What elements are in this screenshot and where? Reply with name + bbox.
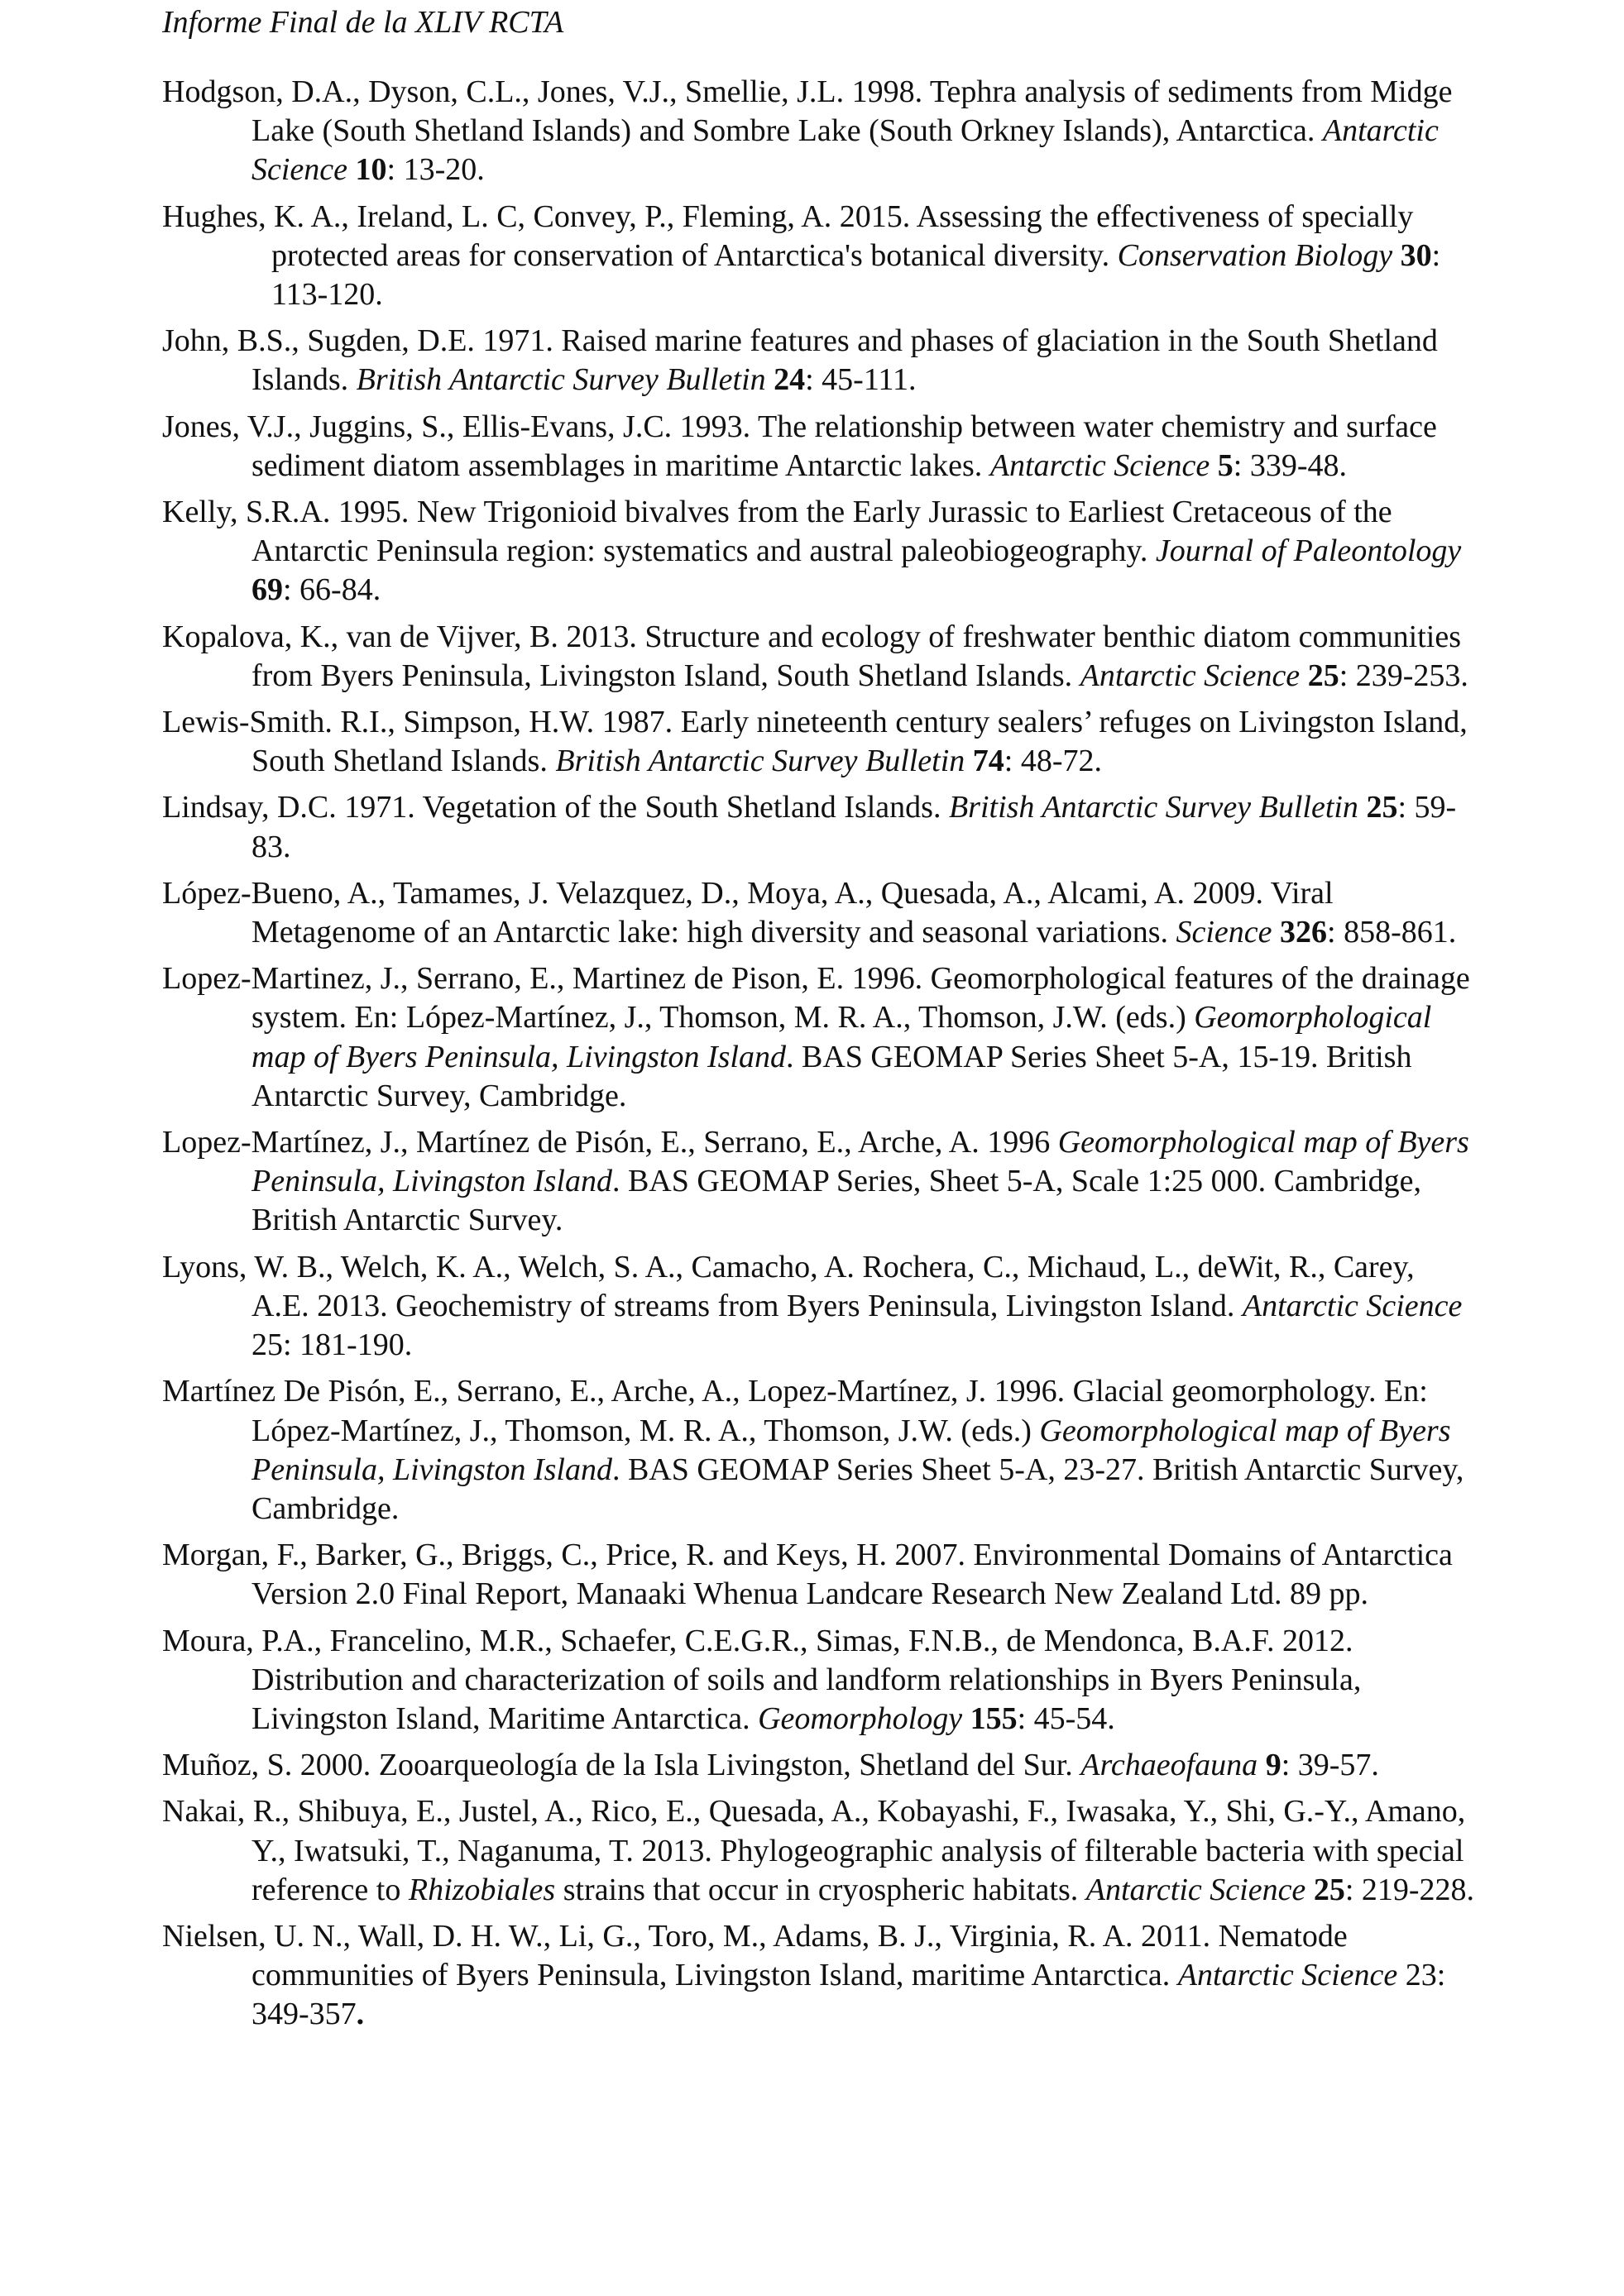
- reference-entry: [162, 493, 1478, 610]
- reference-italic-text: Geomorphological map of Byers Peninsula, Livingston Island: [252, 1000, 1432, 1074]
- reference-text: : 48-72.: [1004, 744, 1103, 779]
- reference-text: [1300, 658, 1308, 693]
- reference-italic-text: Conservation Biology: [1117, 237, 1393, 273]
- reference-text: Muñoz, S. 2000. Zooarqueología de la Isla Livingston, Shetland del Sur.: [162, 1748, 1081, 1783]
- reference-bold-text: 25: [1307, 658, 1339, 693]
- reference-text: : 219-228.: [1344, 1872, 1475, 1907]
- reference-bold-text: 24: [774, 362, 806, 398]
- reference-entry: [162, 1622, 1478, 1739]
- reference-list: [162, 73, 1478, 2042]
- reference-italic-text: Rhizobiales: [408, 1872, 556, 1907]
- reference-text: [962, 1701, 970, 1736]
- reference-bold-text: 326: [1280, 915, 1328, 950]
- reference-text: : 858-861.: [1327, 915, 1457, 950]
- reference-text: Lyons, W. B., Welch, K. A., Welch, S. A., Camacho, A. Rochera, C., Michaud, L., deWit, R., Carey, A.E. 2013. Geochemistry of streams from Byers Peninsula, Livingston Island.: [162, 1249, 1415, 1323]
- reference-text: . BAS GEOMAP Series Sheet 5-A, 23-27. British Antarctic Survey, Cambridge.: [252, 1452, 1464, 1526]
- reference-text: : 39-57.: [1281, 1748, 1379, 1783]
- reference-bold-text: 25: [1366, 790, 1398, 825]
- running-header: Informe Final de la XLIV RCTA: [162, 5, 564, 40]
- reference-text: : 45-54.: [1017, 1700, 1115, 1736]
- reference-entry: [162, 788, 1478, 866]
- reference-italic-text: British Antarctic Survey Bulletin: [948, 790, 1358, 825]
- reference-entry: [162, 1536, 1478, 1614]
- reference-entry: [162, 1372, 1478, 1528]
- reference-text: Lopez-Martínez, J., Martínez de Pisón, E., Serrano, E., Arche, A. 1996: [162, 1125, 1058, 1160]
- reference-text: : 339-48.: [1233, 447, 1348, 483]
- reference-text: : 59-83.: [252, 790, 1457, 864]
- reference-text: Lewis-Smith. R.I., Simpson, H.W. 1987. Early nineteenth century sealers’ refuges on Livingston Island, South Shetland Islands.: [162, 705, 1468, 779]
- reference-text: : 45-111.: [805, 362, 917, 398]
- reference-italic-text: Geomorphological map of Byers Peninsula, Livingston Island: [252, 1125, 1469, 1199]
- reference-bold-text: 10: [355, 152, 387, 188]
- reference-entry: [162, 322, 1478, 399]
- reference-text: Lindsay, D.C. 1971. Vegetation of the South Shetland Islands.: [162, 790, 949, 825]
- reference-text: . BAS GEOMAP Series Sheet 5-A, 15-19. British Antarctic Survey, Cambridge.: [252, 1039, 1412, 1113]
- reference-bold-text: 5: [1217, 447, 1234, 483]
- reference-text: [1358, 790, 1367, 825]
- reference-entry: [162, 959, 1478, 1116]
- reference-text: [1305, 1873, 1314, 1907]
- reference-italic-text: Antarctic Science: [1177, 1958, 1398, 1993]
- reference-text: Nielsen, U. N., Wall, D. H. W., Li, G., Toro, M., Adams, B. J., Virginia, R. A. 2011. Nematode communities of Byers Peninsula, Livingston Island, maritime Antarctica.: [162, 1918, 1348, 1993]
- reference-text: Kopalova, K., van de Vijver, B. 2013. Structure and ecology of freshwater benthic diatom communities from Byers Peninsula, Livingston Island, South Shetland Islands.: [162, 619, 1461, 693]
- reference-entry: [162, 1123, 1478, 1241]
- reference-text: [347, 152, 356, 187]
- reference-text: Morgan, F., Barker, G., Briggs, C., Price, R. and Keys, H. 2007. Environmental Domains of Antarctica Version 2.0 Final Report, Manaaki Whenua Landcare Research New Zealand Ltd. 89 pp.: [162, 1538, 1453, 1612]
- reference-bold-text: 25: [1313, 1872, 1345, 1907]
- reference-entry: [162, 1248, 1478, 1366]
- reference-text: Hodgson, D.A., Dyson, C.L., Jones, V.J., Smellie, J.L. 1998. Tephra analysis of sediments from Midge Lake (South Shetland Islands) and Sombre Lake (South Orkney Islands), Antarctica.: [162, 74, 1453, 149]
- reference-italic-text: Geomorphological map of Byers Peninsula, Livingston Island: [252, 1413, 1451, 1487]
- reference-bold-text: .: [356, 1997, 365, 2032]
- reference-italic-text: British Antarctic Survey Bulletin: [555, 744, 965, 779]
- reference-italic-text: Antarctic Science: [252, 113, 1439, 188]
- reference-text: [1258, 1748, 1266, 1782]
- reference-italic-text: Antarctic Science: [1242, 1288, 1463, 1323]
- reference-text: Kelly, S.R.A. 1995. New Trigonioid bivalves from the Early Jurassic to Earliest Cretaceous of the Antarctic Peninsula region: systematics and austral paleobiogeography.: [162, 495, 1392, 569]
- reference-text: 23: 349-357: [252, 1958, 1446, 2032]
- reference-entry: [162, 618, 1478, 696]
- reference-text: : 66-84.: [283, 572, 381, 608]
- reference-text: : 113-120.: [271, 237, 1441, 313]
- reference-bold-text: 30: [1400, 237, 1432, 273]
- reference-italic-text: Antarctic Science: [1080, 658, 1301, 693]
- reference-entry: [162, 1792, 1478, 1910]
- reference-text: [1210, 448, 1218, 483]
- reference-text: López-Bueno, A., Tamames, J. Velazquez, D., Moya, A., Quesada, A., Alcami, A. 2009. Viral Metagenome of an Antarctic lake: high diversity and seasonal variations.: [162, 875, 1334, 950]
- reference-text: Hughes, K. A., Ireland, L. C, Convey, P., Fleming, A. 2015. Assessing the effectiveness of specially protected areas for conservation of Antarctica's botanical diversity.: [162, 199, 1414, 273]
- reference-italic-text: Antarctic Science: [1085, 1872, 1306, 1907]
- reference-text: Lopez-Martinez, J., Serrano, E., Martinez de Pison, E. 1996. Geomorphological features of the drainage system. En: López-Martínez, J., Thomson, M. R. A., Thomson, J.W. (eds.): [162, 961, 1470, 1036]
- reference-text: Jones, V.J., Juggins, S., Ellis-Evans, J.C. 1993. The relationship between water chemistry and surface sediment diatom assemblages in maritime Antarctic lakes.: [162, 409, 1437, 483]
- reference-bold-text: 9: [1265, 1748, 1281, 1783]
- reference-text: . BAS GEOMAP Series, Sheet 5-A, Scale 1:25 000. Cambridge, British Antarctic Survey.: [252, 1164, 1422, 1238]
- reference-text: Moura, P.A., Francelino, M.R., Schaefer, C.E.G.R., Simas, F.N.B., de Mendonca, B.A.F. 2012. Distribution and characterization of soils and landform relationships in Byers Peninsula, Livingston Island, Maritime Antarctica.: [162, 1623, 1362, 1736]
- reference-entry: [162, 1917, 1478, 2035]
- reference-text: 25: 181-190.: [252, 1327, 413, 1363]
- reference-entry: [162, 408, 1478, 486]
- reference-bold-text: 155: [970, 1700, 1018, 1736]
- reference-text: Martínez De Pisón, E., Serrano, E., Arche, A., Lopez-Martínez, J. 1996. Glacial geomorphology. En: López-Martínez, J., Thomson, M. R. A., Thomson, J.W. (eds.): [162, 1374, 1428, 1448]
- reference-text: [1392, 238, 1401, 273]
- reference-entry: [162, 1746, 1478, 1785]
- reference-entry: [162, 73, 1478, 190]
- reference-italic-text: Journal of Paleontology: [1155, 533, 1462, 569]
- reference-text: : 13-20.: [386, 152, 485, 188]
- reference-italic-text: Science: [1176, 915, 1272, 950]
- reference-text: [1272, 915, 1281, 949]
- reference-entry: [162, 198, 1478, 315]
- reference-entry: [162, 874, 1478, 952]
- reference-italic-text: British Antarctic Survey Bulletin: [356, 362, 766, 398]
- reference-text: strains that occur in cryospheric habitats.: [555, 1872, 1086, 1907]
- reference-italic-text: Archaeofauna: [1080, 1748, 1258, 1783]
- reference-text: [965, 744, 973, 778]
- reference-entry: [162, 703, 1478, 781]
- reference-text: [766, 362, 774, 397]
- reference-bold-text: 74: [972, 744, 1004, 779]
- reference-text: Nakai, R., Shibuya, E., Justel, A., Rico, E., Quesada, A., Kobayashi, F., Iwasaka, Y., Shi, G.-Y., Amano, Y., Iwatsuki, T., Naganuma, T. 2013. Phylogeographic analysis of filterable bacteria with special reference to: [162, 1794, 1466, 1907]
- reference-text: John, B.S., Sugden, D.E. 1971. Raised marine features and phases of glaciation in the South Shetland Islands.: [162, 323, 1438, 398]
- reference-italic-text: Antarctic Science: [989, 447, 1210, 483]
- reference-text: : 239-253.: [1339, 658, 1468, 693]
- reference-italic-text: Geomorphology: [758, 1700, 963, 1736]
- reference-bold-text: 69: [252, 572, 283, 608]
